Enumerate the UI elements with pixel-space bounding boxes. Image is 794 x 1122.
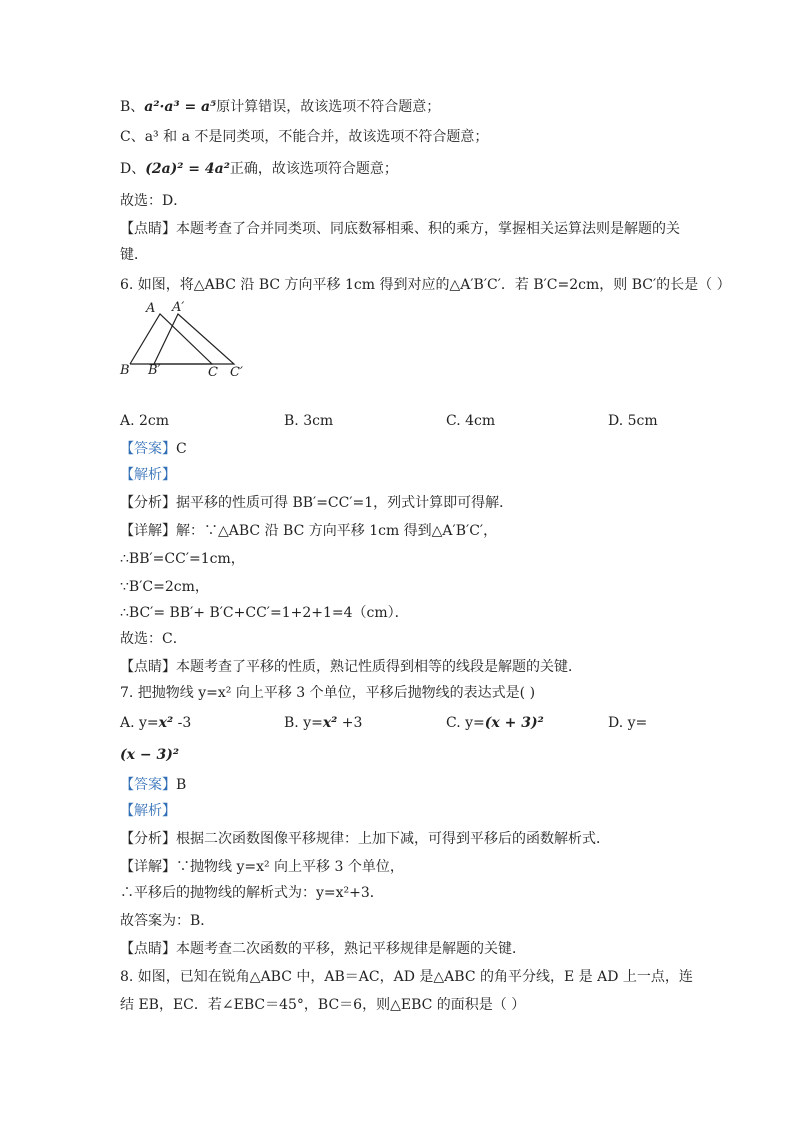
- q6-comment-tag: 【点睛】: [120, 659, 176, 675]
- q6-fenxi-tag: 【分析】: [120, 495, 176, 511]
- q7-option-d-formula: (x − 3)²: [120, 747, 179, 763]
- q5-option-d-explanation: [120, 160, 398, 178]
- q7-detail-text: ∵抛物线 y=x² 向上平移 3 个单位，: [176, 859, 404, 875]
- q5-option-d-formula: (2a)² = 4a²: [145, 161, 230, 177]
- q6-detail-line3: ∵B′C=2cm，: [120, 579, 209, 595]
- q7-stem: 7. 把抛物线 y=x² 向上平移 3 个单位，平移后抛物线的表达式是( ): [120, 685, 536, 701]
- label-c: C: [208, 365, 218, 380]
- q6-answer-value: C: [176, 441, 187, 457]
- q7-detail-line1: [120, 858, 404, 876]
- q6-answer-tag: 【答案】: [120, 441, 176, 457]
- q7-option-a-label: A. y=: [120, 715, 159, 731]
- q7-detail-line2: ∴平移后的抛物线的解析式为：y=x²+3．: [120, 885, 384, 901]
- q6-choice: 故选：C．: [120, 631, 187, 647]
- q6-detail-line1: [120, 522, 497, 540]
- q6-answer: [120, 440, 187, 458]
- q7-option-b: [284, 714, 362, 732]
- q5-comment-line2: 键．: [120, 247, 148, 263]
- q6-triangle-figure: [118, 298, 258, 383]
- label-b-prime: B′: [148, 363, 161, 378]
- q5-comment-line1: [120, 220, 680, 238]
- q7-option-c-formula: (x + 3)²: [484, 715, 544, 731]
- q7-option-b-tail: +3: [337, 715, 363, 731]
- q5-option-c-explanation: C、a³ 和 a 不是同类项，不能合并，故该选项不符合题意；: [120, 129, 489, 145]
- q6-stem: 6. 如图，将△ABC 沿 BC 方向平移 1cm 得到对应的△A′B′C′．若 B′C=2cm，则 BC′的长是（ ）: [120, 277, 731, 293]
- q6-option-d: D. 5cm: [608, 413, 658, 429]
- q7-option-c-label: C. y=: [446, 715, 485, 731]
- q5-option-b-formula: a²·a³ = a⁵: [144, 99, 217, 115]
- q7-option-c: [446, 714, 544, 732]
- q7-option-d-label: D. y=: [608, 715, 648, 731]
- q6-detail-text: 解：∵△ABC 沿 BC 方向平移 1cm 得到△A′B′C′，: [176, 523, 498, 539]
- q7-option-a: [120, 714, 191, 732]
- q7-comment-text: 本题考查二次函数的平移，熟记平移规律是解题的关键．: [176, 941, 526, 957]
- q7-analysis-tag: 【解析】: [120, 803, 176, 819]
- q6-option-a: A. 2cm: [120, 413, 170, 429]
- q7-choice: 故答案为：B．: [120, 913, 215, 929]
- triangle-abc: [130, 314, 212, 364]
- q5-choice: 故选：D．: [120, 193, 188, 209]
- label-a: A: [146, 301, 156, 316]
- q7-fenxi: [120, 830, 610, 848]
- q5-comment-text: 本题考查了合并同类项、同底数幂相乘、积的乘方，掌握相关运算法则是解题的关: [176, 221, 680, 237]
- q5-option-d-prefix: D、: [120, 161, 146, 177]
- q7-comment-tag: 【点睛】: [120, 941, 176, 957]
- q7-option-a-tail: -3: [173, 715, 192, 731]
- q6-comment-text: 本题考查了平移的性质，熟记性质得到相等的线段是解题的关键．: [176, 659, 582, 675]
- q6-fenxi: [120, 494, 513, 512]
- q6-detail-tag: 【详解】: [120, 523, 176, 539]
- label-c-prime: C′: [230, 365, 243, 380]
- q6-option-b: B. 3cm: [284, 413, 334, 429]
- q7-fenxi-tag: 【分析】: [120, 831, 176, 847]
- q6-detail-line4: ∴BC′= BB′+ B′C+CC′=1+2+1=4（cm）．: [120, 605, 409, 621]
- q7-fenxi-text: 根据二次函数图像平移规律：上加下减，可得到平移后的函数解析式．: [176, 831, 610, 847]
- q6-comment: [120, 658, 582, 676]
- q7-option-b-label: B. y=: [284, 715, 323, 731]
- q5-option-b-explanation: [120, 98, 440, 116]
- label-b: B: [120, 363, 130, 378]
- q7-option-b-formula: x²: [322, 715, 338, 731]
- q7-answer-tag: 【答案】: [120, 777, 176, 793]
- q7-comment: [120, 940, 526, 958]
- q6-detail-line2: ∴BB′=CC′=1cm，: [120, 551, 245, 567]
- q5-option-b-prefix: B、: [120, 99, 145, 115]
- q6-analysis-tag: 【解析】: [120, 467, 176, 483]
- q7-option-a-formula: x²: [158, 715, 174, 731]
- label-a-prime: A′: [172, 300, 185, 315]
- q5-comment-tag: 【点睛】: [120, 221, 176, 237]
- q7-answer: [120, 776, 186, 794]
- q7-answer-value: B: [176, 777, 187, 793]
- q7-detail-tag: 【详解】: [120, 859, 176, 875]
- q8-stem-line1: 8. 如图，已知在锐角△ABC 中，AB＝AC，AD 是△ABC 的角平分线，E 是 AD 上一点，连: [120, 969, 693, 985]
- q5-option-b-text: 原计算错误，故该选项不符合题意；: [216, 99, 441, 115]
- q8-stem-line2: 结 EB，EC．若∠EBC＝45°，BC＝6，则△EBC 的面积是（ ）: [120, 997, 526, 1013]
- q5-option-d-text: 正确，故该选项符合题意；: [229, 161, 398, 177]
- triangle-a2b2c2: [154, 314, 234, 364]
- q6-fenxi-text: 据平移的性质可得 BB′=CC′=1，列式计算即可得解．: [176, 495, 514, 511]
- q6-option-c: C. 4cm: [446, 413, 496, 429]
